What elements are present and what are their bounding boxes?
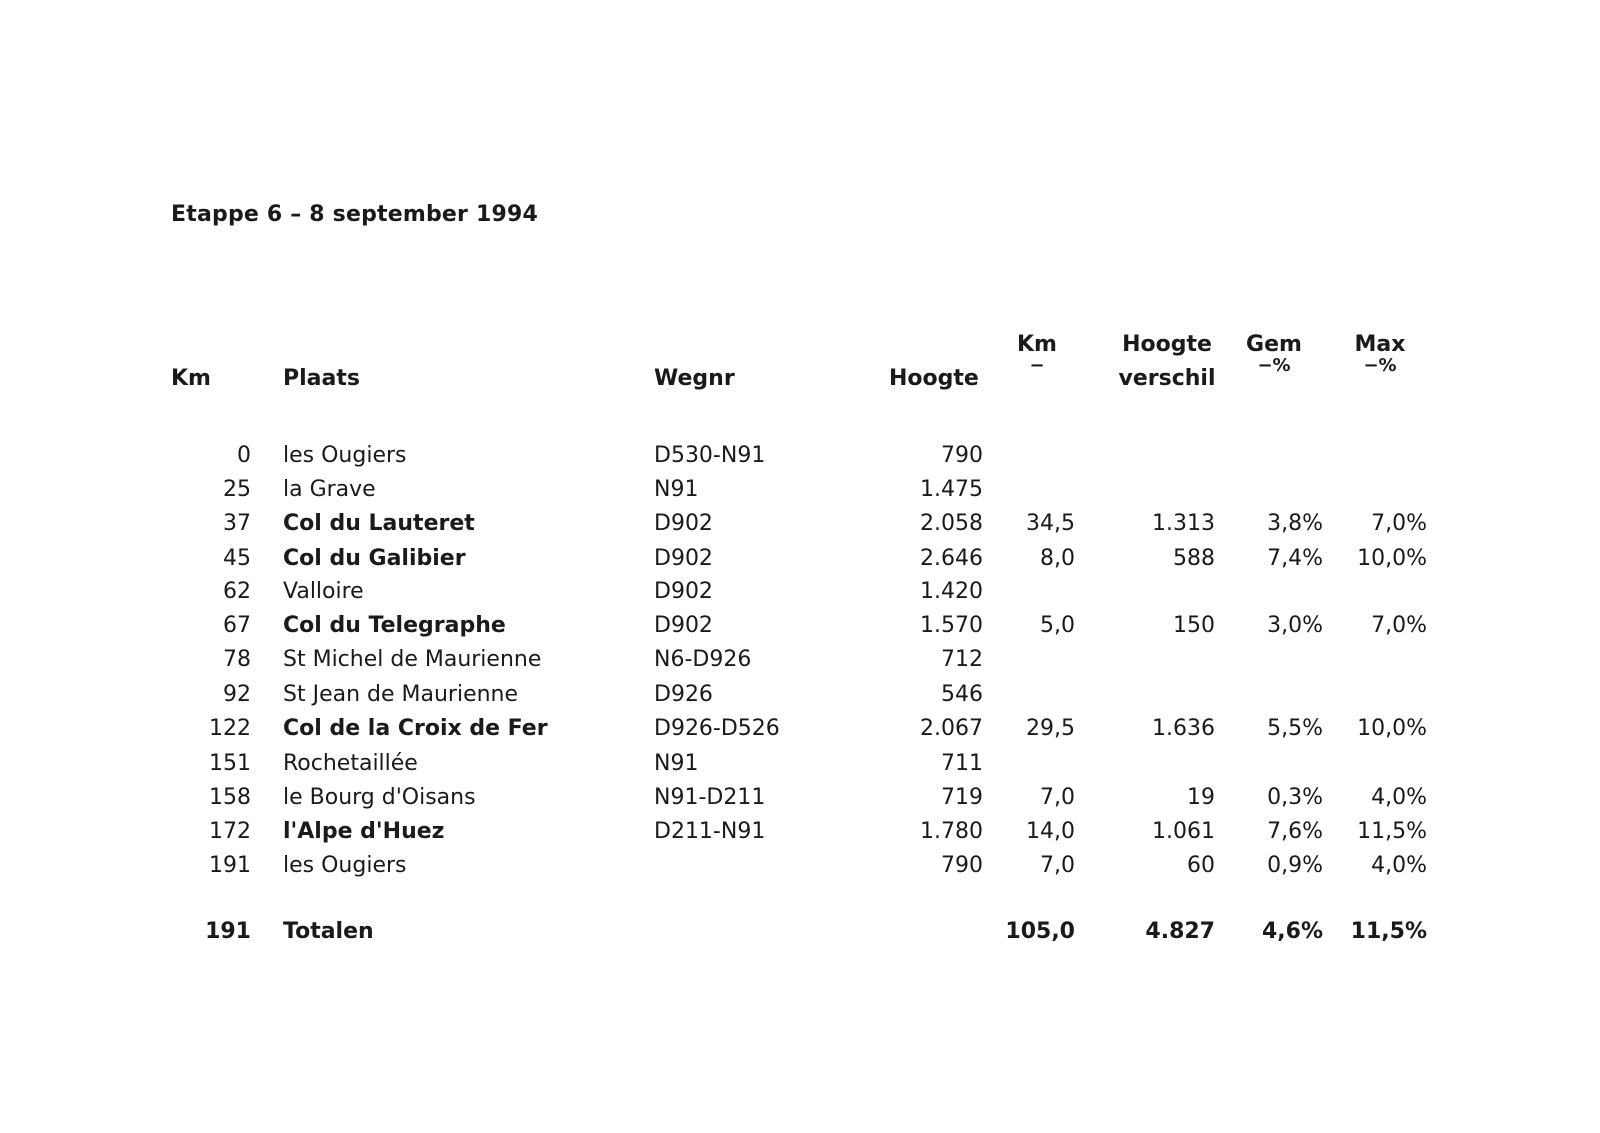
cell-km: 191 bbox=[209, 853, 251, 878]
cell-plaats: les Ougiers bbox=[283, 853, 407, 878]
cell-hoogte: 2.058 bbox=[920, 511, 983, 536]
cell-km: 37 bbox=[223, 511, 251, 536]
cell-km: 158 bbox=[209, 785, 251, 810]
cell-plaats: Col de la Croix de Fer bbox=[283, 716, 548, 741]
header-km-climb-sub: − bbox=[1029, 355, 1045, 376]
header-wegnr: Wegnr bbox=[654, 366, 735, 391]
cell-km: 67 bbox=[223, 613, 251, 638]
cell-plaats: Rochetaillée bbox=[283, 751, 418, 776]
header-gem-top: Gem bbox=[1246, 332, 1302, 357]
header-hoogteverschil-bottom: verschil bbox=[1118, 366, 1216, 391]
cell-hoogteverschil: 588 bbox=[1173, 546, 1215, 571]
cell-plaats: la Grave bbox=[283, 477, 376, 502]
cell-km: 122 bbox=[209, 716, 251, 741]
cell-km-climb: 8,0 bbox=[1040, 546, 1075, 571]
cell-max: 4,0% bbox=[1371, 853, 1427, 878]
cell-max: 7,0% bbox=[1371, 511, 1427, 536]
cell-km-climb: 34,5 bbox=[1026, 511, 1075, 536]
cell-hoogte: 2.067 bbox=[920, 716, 983, 741]
cell-wegnr: N91 bbox=[654, 477, 699, 502]
cell-gem: 5,5% bbox=[1267, 716, 1323, 741]
cell-hoogteverschil: 1.061 bbox=[1152, 819, 1215, 844]
cell-wegnr: D902 bbox=[654, 579, 713, 604]
cell-km: 78 bbox=[223, 647, 251, 672]
cell-hoogte: 2.646 bbox=[920, 546, 983, 571]
cell-wegnr: D902 bbox=[654, 546, 713, 571]
header-hoogte: Hoogte bbox=[889, 366, 979, 391]
cell-km: 172 bbox=[209, 819, 251, 844]
cell-km: 151 bbox=[209, 751, 251, 776]
cell-plaats: Col du Lauteret bbox=[283, 511, 475, 536]
cell-hoogte: 711 bbox=[941, 751, 983, 776]
cell-hoogte: 546 bbox=[941, 682, 983, 707]
cell-km-climb: 7,0 bbox=[1040, 785, 1075, 810]
totals-gem: 4,6% bbox=[1261, 919, 1323, 944]
cell-km-climb: 14,0 bbox=[1026, 819, 1075, 844]
cell-gem: 0,9% bbox=[1267, 853, 1323, 878]
cell-wegnr: D530-N91 bbox=[654, 443, 766, 468]
header-max bbox=[1344, 331, 1416, 376]
header-gem-sub: −% bbox=[1257, 355, 1291, 376]
cell-wegnr: D926 bbox=[654, 682, 713, 707]
cell-max: 10,0% bbox=[1357, 546, 1427, 571]
totals-km: 191 bbox=[205, 919, 251, 944]
cell-gem: 3,0% bbox=[1267, 613, 1323, 638]
cell-wegnr: N6-D926 bbox=[654, 647, 752, 672]
cell-km-climb: 29,5 bbox=[1026, 716, 1075, 741]
page-title: Etappe 6 – 8 september 1994 bbox=[171, 202, 538, 227]
cell-hoogte: 790 bbox=[941, 853, 983, 878]
header-km-climb-top: Km bbox=[1017, 332, 1057, 357]
cell-gem: 7,4% bbox=[1267, 546, 1323, 571]
totals-km-climb: 105,0 bbox=[1005, 919, 1075, 944]
cell-max: 4,0% bbox=[1371, 785, 1427, 810]
cell-max: 10,0% bbox=[1357, 716, 1427, 741]
cell-plaats: l'Alpe d'Huez bbox=[283, 819, 445, 844]
header-km: Km bbox=[171, 366, 211, 391]
cell-wegnr: N91-D211 bbox=[654, 785, 766, 810]
cell-wegnr: D926-D526 bbox=[654, 716, 780, 741]
cell-wegnr: D902 bbox=[654, 613, 713, 638]
cell-wegnr: N91 bbox=[654, 751, 699, 776]
cell-wegnr: D902 bbox=[654, 511, 713, 536]
cell-km: 92 bbox=[223, 682, 251, 707]
cell-gem: 3,8% bbox=[1267, 511, 1323, 536]
cell-km: 25 bbox=[223, 477, 251, 502]
cell-hoogte: 790 bbox=[941, 443, 983, 468]
header-max-sub: −% bbox=[1363, 355, 1397, 376]
cell-plaats: Col du Galibier bbox=[283, 546, 466, 571]
header-hoogteverschil bbox=[1108, 331, 1226, 359]
cell-hoogteverschil: 19 bbox=[1187, 785, 1215, 810]
cell-km: 45 bbox=[223, 546, 251, 571]
cell-km-climb: 5,0 bbox=[1040, 613, 1075, 638]
cell-km-climb: 7,0 bbox=[1040, 853, 1075, 878]
header-plaats: Plaats bbox=[283, 366, 360, 391]
totals-hoogteverschil: 4.827 bbox=[1145, 919, 1215, 944]
totals-label: Totalen bbox=[283, 919, 374, 944]
cell-wegnr: D211-N91 bbox=[654, 819, 766, 844]
cell-plaats: St Michel de Maurienne bbox=[283, 647, 542, 672]
header-hv-top: Hoogte bbox=[1122, 332, 1212, 357]
cell-hoogteverschil: 60 bbox=[1187, 853, 1215, 878]
header-max-top: Max bbox=[1354, 332, 1406, 357]
cell-plaats: Col du Telegraphe bbox=[283, 613, 506, 638]
cell-km: 62 bbox=[223, 579, 251, 604]
cell-max: 11,5% bbox=[1357, 819, 1427, 844]
cell-gem: 7,6% bbox=[1267, 819, 1323, 844]
cell-hoogteverschil: 1.313 bbox=[1152, 511, 1215, 536]
cell-km: 0 bbox=[237, 443, 251, 468]
cell-hoogte: 719 bbox=[941, 785, 983, 810]
cell-plaats: St Jean de Maurienne bbox=[283, 682, 519, 707]
cell-hoogteverschil: 1.636 bbox=[1152, 716, 1215, 741]
cell-plaats: Valloire bbox=[283, 579, 364, 604]
cell-hoogte: 712 bbox=[941, 647, 983, 672]
totals-max: 11,5% bbox=[1350, 919, 1427, 944]
cell-hoogte: 1.475 bbox=[920, 477, 983, 502]
cell-max: 7,0% bbox=[1371, 613, 1427, 638]
cell-gem: 0,3% bbox=[1267, 785, 1323, 810]
cell-hoogte: 1.420 bbox=[920, 579, 983, 604]
header-km-climb bbox=[1010, 331, 1064, 376]
header-gem bbox=[1237, 331, 1311, 376]
cell-hoogte: 1.780 bbox=[920, 819, 983, 844]
cell-hoogteverschil: 150 bbox=[1173, 613, 1215, 638]
cell-plaats: les Ougiers bbox=[283, 443, 407, 468]
cell-hoogte: 1.570 bbox=[920, 613, 983, 638]
cell-plaats: le Bourg d'Oisans bbox=[283, 785, 476, 810]
